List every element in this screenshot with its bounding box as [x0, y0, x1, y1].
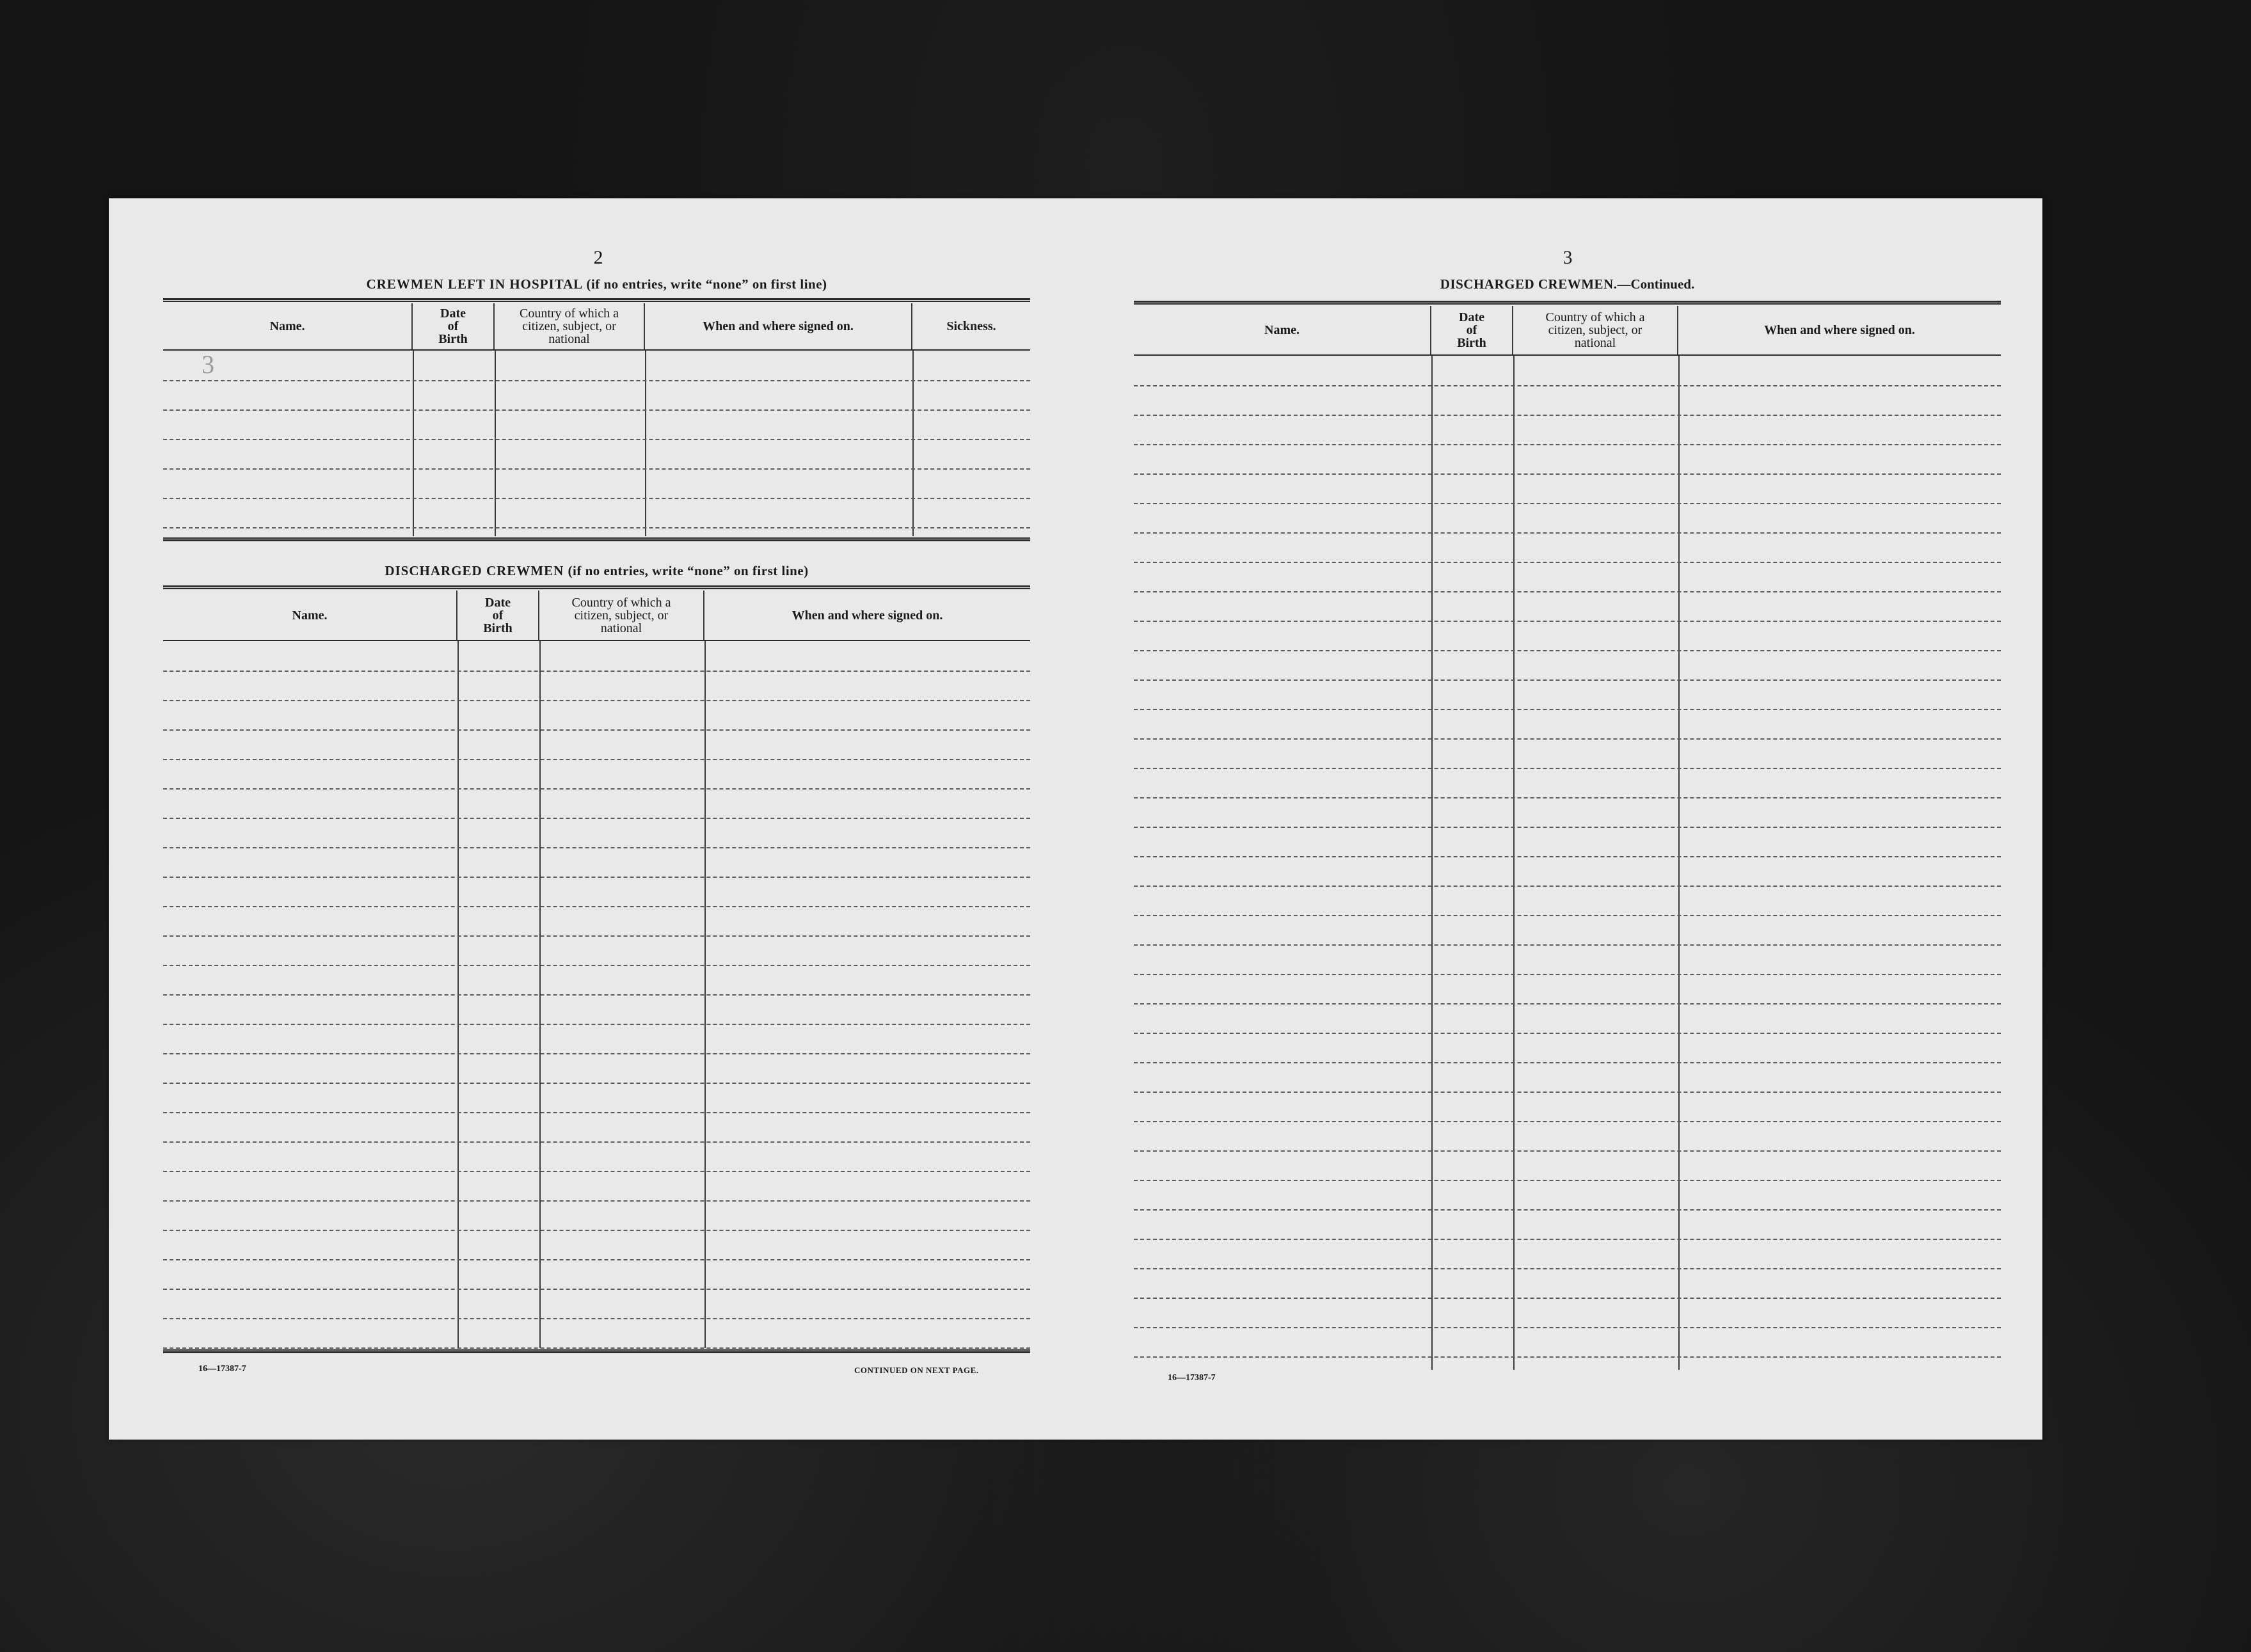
continued-title-suffix: —Continued.: [1617, 276, 1695, 292]
entry-line[interactable]: [163, 847, 1030, 848]
entry-line[interactable]: [1134, 650, 2001, 651]
entry-line[interactable]: [1134, 1268, 2001, 1269]
discharged-title-note: (if no entries, write “none” on first line): [568, 563, 809, 578]
continued-note: CONTINUED ON NEXT PAGE.: [854, 1365, 979, 1375]
entry-line[interactable]: [1134, 1239, 2001, 1240]
entry-line[interactable]: [1134, 1092, 2001, 1093]
entry-line[interactable]: [1134, 827, 2001, 828]
entry-line[interactable]: [163, 671, 1030, 672]
hospital-title-text: CREWMEN LEFT IN HOSPITAL: [366, 276, 583, 292]
entry-line[interactable]: [163, 759, 1030, 760]
col-header-country: Country of which a citizen, subject, or national: [495, 303, 645, 349]
hospital-section-title: [163, 276, 1030, 292]
table-bottom-rule: [163, 1349, 1030, 1353]
discharged-table-left: [163, 585, 1030, 1366]
table-bottom-rule: [163, 537, 1030, 541]
entry-line[interactable]: [163, 439, 1030, 440]
faint-pencil-mark: 3: [202, 350, 214, 379]
entry-line[interactable]: [163, 468, 1030, 470]
col-header-country: Country of which a citizen, subject, or national: [1513, 306, 1678, 354]
entry-line[interactable]: [163, 409, 1030, 411]
entry-line[interactable]: [163, 994, 1030, 996]
form-sheet: [109, 198, 2042, 1440]
entry-line[interactable]: [163, 818, 1030, 819]
discharged-rows-left: [163, 641, 1030, 1348]
hospital-header-row: [163, 303, 1030, 351]
col-header-name: Name.: [163, 303, 413, 349]
table-top-rule: [163, 298, 1030, 302]
page-number-right: 3: [1563, 247, 1573, 268]
column-divider: [912, 351, 914, 536]
entry-line[interactable]: [1134, 856, 2001, 857]
col-header-sickness: Sickness.: [946, 319, 996, 333]
entry-line[interactable]: [163, 1053, 1030, 1054]
entry-line[interactable]: [1134, 1180, 2001, 1181]
entry-line[interactable]: [1134, 385, 2001, 386]
col-header-date-of-birth: Date of Birth: [413, 303, 495, 349]
entry-line[interactable]: [1134, 591, 2001, 592]
entry-line[interactable]: [163, 935, 1030, 937]
entry-line[interactable]: [1134, 473, 2001, 475]
entry-line[interactable]: [163, 1318, 1030, 1319]
col-header-when-where: When and where signed on.: [1764, 323, 1915, 337]
entry-line[interactable]: [1134, 886, 2001, 887]
table-top-rule: [1134, 301, 2001, 305]
column-divider: [1513, 356, 1515, 1370]
entry-line[interactable]: [163, 729, 1030, 731]
column-divider: [495, 351, 496, 536]
continued-header-row: [1134, 306, 2001, 356]
hospital-table: [163, 298, 1030, 543]
discharged-header-row: [163, 591, 1030, 641]
page-number-left: 2: [593, 247, 603, 268]
entry-line[interactable]: [163, 877, 1030, 878]
entry-line[interactable]: [163, 527, 1030, 528]
entry-line[interactable]: [163, 965, 1030, 966]
continued-title-text: DISCHARGED CREWMEN.: [1440, 276, 1618, 292]
form-code-right: 16—17387-7: [1168, 1373, 1216, 1383]
entry-line[interactable]: [163, 700, 1030, 701]
col-header-when-where: When and where signed on.: [645, 303, 912, 349]
entry-line[interactable]: [163, 498, 1030, 499]
col-header-country: Country of which a citizen, subject, or national: [539, 591, 704, 640]
entry-line[interactable]: [163, 1112, 1030, 1113]
entry-line[interactable]: [1134, 503, 2001, 504]
entry-line[interactable]: [163, 1141, 1030, 1143]
entry-line[interactable]: [1134, 1062, 2001, 1063]
col-header-when-where: When and where signed on.: [791, 608, 943, 623]
entry-line[interactable]: [163, 1024, 1030, 1025]
col-header-name: Name.: [1134, 306, 1431, 354]
column-divider: [1678, 356, 1680, 1370]
entry-line[interactable]: [1134, 679, 2001, 681]
entry-line[interactable]: [1134, 915, 2001, 916]
entry-line[interactable]: [1134, 1209, 2001, 1211]
entry-line[interactable]: [1134, 1003, 2001, 1005]
entry-line[interactable]: [1134, 738, 2001, 740]
col-header-date-of-birth: Date of Birth: [457, 591, 539, 640]
hospital-title-note: (if no entries, write “none” on first line): [586, 276, 827, 292]
entry-line[interactable]: [163, 1347, 1030, 1349]
discharged-continued-title: [1134, 276, 2001, 292]
col-header-date-of-birth: Date of Birth: [1431, 306, 1513, 354]
entry-line[interactable]: [1134, 444, 2001, 445]
column-divider: [645, 351, 646, 536]
entry-line[interactable]: [1134, 1298, 2001, 1299]
entry-line[interactable]: [1134, 797, 2001, 798]
column-divider: [1431, 356, 1433, 1370]
entry-line[interactable]: [1134, 768, 2001, 769]
entry-line[interactable]: [1134, 562, 2001, 563]
entry-line[interactable]: [1134, 1033, 2001, 1034]
discharged-table-right: [1134, 301, 2001, 1376]
entry-line[interactable]: [163, 1259, 1030, 1260]
entry-line[interactable]: [1134, 974, 2001, 975]
entry-line[interactable]: [163, 788, 1030, 790]
form-code-left: 16—17387-7: [198, 1364, 246, 1374]
entry-line[interactable]: [1134, 415, 2001, 416]
entry-line[interactable]: [1134, 1356, 2001, 1358]
entry-line[interactable]: [163, 1289, 1030, 1290]
entry-line[interactable]: [163, 1200, 1030, 1202]
entry-line[interactable]: [1134, 1121, 2001, 1122]
hospital-rows: [163, 351, 1030, 536]
discharged-title-text: DISCHARGED CREWMEN: [385, 563, 564, 578]
discharged-rows-right: [1134, 356, 2001, 1370]
entry-line[interactable]: [1134, 944, 2001, 946]
entry-line[interactable]: [1134, 532, 2001, 534]
entry-line[interactable]: [163, 380, 1030, 381]
entry-line[interactable]: [163, 1171, 1030, 1172]
entry-line[interactable]: [1134, 1150, 2001, 1152]
entry-line[interactable]: [163, 1083, 1030, 1084]
table-top-rule: [163, 585, 1030, 589]
entry-line[interactable]: [1134, 1327, 2001, 1328]
entry-line[interactable]: [163, 906, 1030, 907]
entry-line[interactable]: [1134, 621, 2001, 622]
discharged-section-title: [163, 563, 1030, 579]
entry-line[interactable]: [1134, 709, 2001, 710]
entry-line[interactable]: [163, 1230, 1030, 1231]
col-header-name: Name.: [163, 591, 457, 640]
column-divider: [413, 351, 414, 536]
